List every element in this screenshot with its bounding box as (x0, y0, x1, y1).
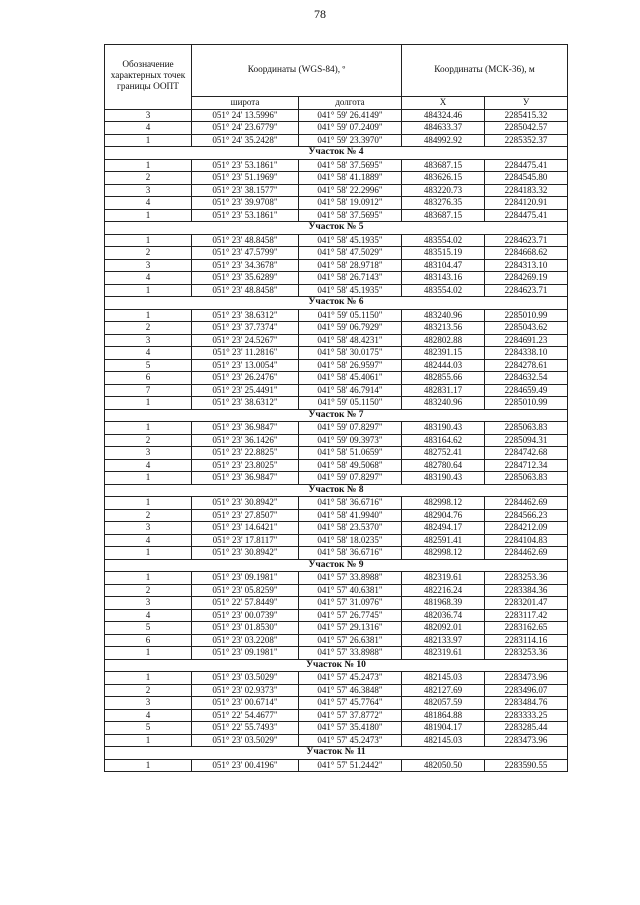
section-title: Участок № 5 (105, 222, 568, 235)
longitude-cell: 041° 57' 33.8988" (299, 647, 402, 660)
point-number-cell: 3 (105, 522, 192, 535)
y-coordinate-cell: 2283162.65 (485, 622, 568, 635)
table-row (105, 422, 568, 435)
x-header: X (402, 97, 485, 110)
point-number-cell: 2 (105, 684, 192, 697)
longitude-cell: 041° 59' 07.8297" (299, 472, 402, 485)
x-coordinate-cell: 482752.41 (402, 447, 485, 460)
latitude-cell: 051° 24' 23.6779" (192, 122, 299, 135)
longitude-cell: 041° 58' 36.6716" (299, 547, 402, 560)
section-title: Участок № 11 (105, 747, 568, 760)
longitude-cell: 041° 58' 36.6716" (299, 497, 402, 510)
wgs84-header: Координаты (WGS-84), º (192, 45, 402, 97)
table-row (105, 447, 568, 460)
latitude-cell: 051° 23' 00.0739" (192, 609, 299, 622)
point-number-cell: 1 (105, 159, 192, 172)
latitude-cell: 051° 23' 53.1861" (192, 159, 299, 172)
x-coordinate-cell: 482904.76 (402, 509, 485, 522)
point-number-cell: 2 (105, 434, 192, 447)
y-coordinate-cell: 2284462.69 (485, 547, 568, 560)
x-coordinate-cell: 482319.61 (402, 647, 485, 660)
table-body (105, 109, 568, 772)
y-coordinate-cell: 2284120.91 (485, 197, 568, 210)
y-header: У (485, 97, 568, 110)
table-row (105, 522, 568, 535)
y-coordinate-cell: 2284278.61 (485, 359, 568, 372)
latitude-cell: 051° 23' 51.1969" (192, 172, 299, 185)
y-coordinate-cell: 2284462.69 (485, 497, 568, 510)
y-coordinate-cell: 2283333.25 (485, 709, 568, 722)
x-coordinate-cell: 482319.61 (402, 572, 485, 585)
point-number-cell: 1 (105, 309, 192, 322)
table-row (105, 497, 568, 510)
section-row (105, 659, 568, 672)
longitude-cell: 041° 57' 45.2473" (299, 734, 402, 747)
x-coordinate-cell: 482127.69 (402, 684, 485, 697)
point-number-cell: 4 (105, 347, 192, 360)
x-coordinate-cell: 482057.59 (402, 697, 485, 710)
latitude-cell: 051° 23' 01.8530" (192, 622, 299, 635)
point-number-cell: 6 (105, 634, 192, 647)
x-coordinate-cell: 483276.35 (402, 197, 485, 210)
y-coordinate-cell: 2285352.37 (485, 134, 568, 147)
longitude-cell: 041° 58' 48.4231" (299, 334, 402, 347)
table-row (105, 172, 568, 185)
point-number-cell: 1 (105, 284, 192, 297)
table-row (105, 209, 568, 222)
longitude-cell: 041° 59' 26.4149" (299, 109, 402, 122)
y-coordinate-cell: 2284313.10 (485, 259, 568, 272)
y-coordinate-cell: 2284742.68 (485, 447, 568, 460)
point-number-cell: 1 (105, 734, 192, 747)
longitude-cell: 041° 58' 46.7914" (299, 384, 402, 397)
x-coordinate-cell: 482444.03 (402, 359, 485, 372)
y-coordinate-cell: 2283484.76 (485, 697, 568, 710)
x-coordinate-cell: 484324.46 (402, 109, 485, 122)
point-number-cell: 3 (105, 109, 192, 122)
latitude-cell: 051° 22' 57.8449" (192, 597, 299, 610)
y-coordinate-cell: 2283384.36 (485, 584, 568, 597)
latitude-cell: 051° 23' 38.6312" (192, 309, 299, 322)
y-coordinate-cell: 2283114.16 (485, 634, 568, 647)
point-number-cell: 5 (105, 722, 192, 735)
y-coordinate-cell: 2285042.57 (485, 122, 568, 135)
longitude-cell: 041° 57' 26.6381" (299, 634, 402, 647)
x-coordinate-cell: 484633.37 (402, 122, 485, 135)
point-number-cell: 4 (105, 122, 192, 135)
longitude-cell: 041° 59' 05.1150" (299, 309, 402, 322)
y-coordinate-cell: 2284212.09 (485, 522, 568, 535)
latitude-cell: 051° 23' 48.8458" (192, 234, 299, 247)
point-number-cell: 4 (105, 459, 192, 472)
section-row (105, 409, 568, 422)
x-coordinate-cell: 482998.12 (402, 547, 485, 560)
longitude-cell: 041° 57' 45.7764" (299, 697, 402, 710)
latitude-cell: 051° 23' 09.1981" (192, 572, 299, 585)
x-coordinate-cell: 484992.92 (402, 134, 485, 147)
x-coordinate-cell: 483164.62 (402, 434, 485, 447)
latitude-cell: 051° 23' 34.3678" (192, 259, 299, 272)
y-coordinate-cell: 2285415.32 (485, 109, 568, 122)
longitude-cell: 041° 59' 07.2409" (299, 122, 402, 135)
y-coordinate-cell: 2284475.41 (485, 209, 568, 222)
longitude-cell: 041° 58' 45.4061" (299, 372, 402, 385)
latitude-cell: 051° 23' 53.1861" (192, 209, 299, 222)
table-row (105, 684, 568, 697)
point-number-cell: 3 (105, 697, 192, 710)
y-coordinate-cell: 2284623.71 (485, 284, 568, 297)
y-coordinate-cell: 2285063.83 (485, 472, 568, 485)
latitude-cell: 051° 23' 36.1426" (192, 434, 299, 447)
y-coordinate-cell: 2283590.55 (485, 759, 568, 772)
section-row (105, 747, 568, 760)
point-number-cell: 1 (105, 647, 192, 660)
x-coordinate-cell: 483190.43 (402, 422, 485, 435)
longitude-cell: 041° 57' 46.3848" (299, 684, 402, 697)
y-coordinate-cell: 2283473.96 (485, 672, 568, 685)
latitude-cell: 051° 23' 03.2208" (192, 634, 299, 647)
table-row (105, 734, 568, 747)
point-number-cell: 1 (105, 759, 192, 772)
table-row (105, 534, 568, 547)
section-title: Участок № 6 (105, 297, 568, 310)
y-coordinate-cell: 2284691.23 (485, 334, 568, 347)
x-coordinate-cell: 482831.17 (402, 384, 485, 397)
longitude-cell: 041° 59' 09.3973" (299, 434, 402, 447)
table-row (105, 722, 568, 735)
table-row (105, 709, 568, 722)
section-row (105, 559, 568, 572)
point-number-cell: 4 (105, 709, 192, 722)
longitude-cell: 041° 58' 47.5029" (299, 247, 402, 260)
latitude-cell: 051° 23' 26.2476" (192, 372, 299, 385)
x-coordinate-cell: 482216.24 (402, 584, 485, 597)
table-row (105, 309, 568, 322)
point-number-cell: 3 (105, 334, 192, 347)
table-row (105, 472, 568, 485)
x-coordinate-cell: 482494.17 (402, 522, 485, 535)
point-number-cell: 2 (105, 509, 192, 522)
table-row (105, 134, 568, 147)
x-coordinate-cell: 482133.97 (402, 634, 485, 647)
longitude-header: долгота (299, 97, 402, 110)
coordinates-table (104, 44, 568, 772)
section-title: Участок № 10 (105, 659, 568, 672)
table-row (105, 384, 568, 397)
table-row (105, 184, 568, 197)
point-number-cell: 1 (105, 422, 192, 435)
latitude-cell: 051° 23' 30.8942" (192, 497, 299, 510)
table-row (105, 347, 568, 360)
table-row (105, 597, 568, 610)
latitude-cell: 051° 23' 09.1981" (192, 647, 299, 660)
x-coordinate-cell: 481864.88 (402, 709, 485, 722)
y-coordinate-cell: 2283496.07 (485, 684, 568, 697)
table-row (105, 322, 568, 335)
longitude-cell: 041° 57' 45.2473" (299, 672, 402, 685)
table-row (105, 259, 568, 272)
longitude-cell: 041° 58' 41.9940" (299, 509, 402, 522)
x-coordinate-cell: 483554.02 (402, 284, 485, 297)
section-row (105, 297, 568, 310)
table-row (105, 609, 568, 622)
point-number-cell: 1 (105, 234, 192, 247)
latitude-cell: 051° 23' 14.6421" (192, 522, 299, 535)
y-coordinate-cell: 2284712.34 (485, 459, 568, 472)
point-number-cell: 5 (105, 359, 192, 372)
latitude-cell: 051° 23' 00.6714" (192, 697, 299, 710)
point-number-cell: 1 (105, 672, 192, 685)
x-coordinate-cell: 482036.74 (402, 609, 485, 622)
latitude-header: широта (192, 97, 299, 110)
x-coordinate-cell: 483190.43 (402, 472, 485, 485)
latitude-cell: 051° 23' 05.8259" (192, 584, 299, 597)
x-coordinate-cell: 483515.19 (402, 247, 485, 260)
longitude-cell: 041° 58' 45.1935" (299, 284, 402, 297)
x-coordinate-cell: 483240.96 (402, 397, 485, 410)
table-row (105, 234, 568, 247)
point-number-cell: 1 (105, 134, 192, 147)
y-coordinate-cell: 2284566.23 (485, 509, 568, 522)
table-row (105, 197, 568, 210)
table-row (105, 647, 568, 660)
page-number: 78 (314, 7, 326, 21)
latitude-cell: 051° 22' 55.7493" (192, 722, 299, 735)
x-coordinate-cell: 482780.64 (402, 459, 485, 472)
longitude-cell: 041° 58' 23.5370" (299, 522, 402, 535)
x-coordinate-cell: 483240.96 (402, 309, 485, 322)
y-coordinate-cell: 2284668.62 (485, 247, 568, 260)
point-number-cell: 3 (105, 259, 192, 272)
y-coordinate-cell: 2285063.83 (485, 422, 568, 435)
longitude-cell: 041° 58' 30.0175" (299, 347, 402, 360)
section-row (105, 222, 568, 235)
longitude-cell: 041° 58' 37.5695" (299, 159, 402, 172)
table-row (105, 272, 568, 285)
table-header (105, 45, 568, 110)
longitude-cell: 041° 58' 28.9718" (299, 259, 402, 272)
table-row (105, 359, 568, 372)
x-coordinate-cell: 481968.39 (402, 597, 485, 610)
latitude-cell: 051° 23' 30.8942" (192, 547, 299, 560)
table-row (105, 634, 568, 647)
table-row (105, 672, 568, 685)
latitude-cell: 051° 23' 38.6312" (192, 397, 299, 410)
latitude-cell: 051° 23' 27.8507" (192, 509, 299, 522)
x-coordinate-cell: 483143.16 (402, 272, 485, 285)
latitude-cell: 051° 23' 00.4196" (192, 759, 299, 772)
y-coordinate-cell: 2285094.31 (485, 434, 568, 447)
y-coordinate-cell: 2284183.32 (485, 184, 568, 197)
table-row (105, 434, 568, 447)
y-coordinate-cell: 2284269.19 (485, 272, 568, 285)
x-coordinate-cell: 482998.12 (402, 497, 485, 510)
point-designation-header: Обозначение характерных точек границы ООПТ (105, 45, 192, 110)
longitude-cell: 041° 57' 29.1316" (299, 622, 402, 635)
y-coordinate-cell: 2283473.96 (485, 734, 568, 747)
latitude-cell: 051° 24' 35.2428" (192, 134, 299, 147)
point-number-cell: 5 (105, 622, 192, 635)
latitude-cell: 051° 23' 37.7374" (192, 322, 299, 335)
point-number-cell: 3 (105, 597, 192, 610)
latitude-cell: 051° 23' 11.2816" (192, 347, 299, 360)
section-title: Участок № 4 (105, 147, 568, 160)
longitude-cell: 041° 58' 26.7143" (299, 272, 402, 285)
longitude-cell: 041° 58' 37.5695" (299, 209, 402, 222)
x-coordinate-cell: 483687.15 (402, 209, 485, 222)
latitude-cell: 051° 23' 25.4491" (192, 384, 299, 397)
latitude-cell: 051° 23' 39.9708" (192, 197, 299, 210)
latitude-cell: 051° 23' 13.0054" (192, 359, 299, 372)
table-row (105, 397, 568, 410)
point-number-cell: 2 (105, 247, 192, 260)
x-coordinate-cell: 482855.66 (402, 372, 485, 385)
longitude-cell: 041° 57' 40.6381" (299, 584, 402, 597)
point-number-cell: 1 (105, 572, 192, 585)
x-coordinate-cell: 481904.17 (402, 722, 485, 735)
point-number-cell: 4 (105, 272, 192, 285)
x-coordinate-cell: 482092.01 (402, 622, 485, 635)
y-coordinate-cell: 2285043.62 (485, 322, 568, 335)
table-row (105, 159, 568, 172)
point-number-cell: 7 (105, 384, 192, 397)
y-coordinate-cell: 2284475.41 (485, 159, 568, 172)
x-coordinate-cell: 482050.50 (402, 759, 485, 772)
x-coordinate-cell: 483104.47 (402, 259, 485, 272)
table-row (105, 584, 568, 597)
table-row (105, 372, 568, 385)
y-coordinate-cell: 2284623.71 (485, 234, 568, 247)
longitude-cell: 041° 57' 26.7745" (299, 609, 402, 622)
y-coordinate-cell: 2284659.49 (485, 384, 568, 397)
x-coordinate-cell: 483213.56 (402, 322, 485, 335)
table-row (105, 547, 568, 560)
x-coordinate-cell: 483626.15 (402, 172, 485, 185)
latitude-cell: 051° 23' 36.9847" (192, 422, 299, 435)
latitude-cell: 051° 23' 03.5029" (192, 672, 299, 685)
x-coordinate-cell: 482802.88 (402, 334, 485, 347)
x-coordinate-cell: 482145.03 (402, 672, 485, 685)
point-number-cell: 4 (105, 197, 192, 210)
point-number-cell: 1 (105, 209, 192, 222)
longitude-cell: 041° 58' 45.1935" (299, 234, 402, 247)
longitude-cell: 041° 59' 05.1150" (299, 397, 402, 410)
x-coordinate-cell: 482591.41 (402, 534, 485, 547)
longitude-cell: 041° 59' 07.8297" (299, 422, 402, 435)
latitude-cell: 051° 24' 13.5996" (192, 109, 299, 122)
y-coordinate-cell: 2284104.83 (485, 534, 568, 547)
longitude-cell: 041° 59' 06.7929" (299, 322, 402, 335)
latitude-cell: 051° 23' 03.5029" (192, 734, 299, 747)
longitude-cell: 041° 58' 49.5068" (299, 459, 402, 472)
table-row (105, 109, 568, 122)
point-number-cell: 3 (105, 447, 192, 460)
latitude-cell: 051° 23' 38.1577" (192, 184, 299, 197)
table-row (105, 459, 568, 472)
table-row (105, 334, 568, 347)
longitude-cell: 041° 57' 51.2442" (299, 759, 402, 772)
y-coordinate-cell: 2283201.47 (485, 597, 568, 610)
point-number-cell: 1 (105, 497, 192, 510)
longitude-cell: 041° 58' 22.2996" (299, 184, 402, 197)
latitude-cell: 051° 23' 23.8025" (192, 459, 299, 472)
table-row (105, 509, 568, 522)
table-row (105, 697, 568, 710)
y-coordinate-cell: 2285010.99 (485, 309, 568, 322)
table-row (105, 284, 568, 297)
msk36-header: Координаты (МСК-36), м (402, 45, 568, 97)
latitude-cell: 051° 23' 02.9373" (192, 684, 299, 697)
point-number-cell: 3 (105, 184, 192, 197)
point-number-cell: 1 (105, 547, 192, 560)
x-coordinate-cell: 483554.02 (402, 234, 485, 247)
table-row (105, 622, 568, 635)
longitude-cell: 041° 58' 26.9597" (299, 359, 402, 372)
longitude-cell: 041° 58' 18.0235" (299, 534, 402, 547)
latitude-cell: 051° 23' 36.9847" (192, 472, 299, 485)
latitude-cell: 051° 23' 47.5799" (192, 247, 299, 260)
latitude-cell: 051° 23' 35.6289" (192, 272, 299, 285)
longitude-cell: 041° 57' 33.8988" (299, 572, 402, 585)
longitude-cell: 041° 57' 37.8772" (299, 709, 402, 722)
latitude-cell: 051° 23' 48.8458" (192, 284, 299, 297)
longitude-cell: 041° 59' 23.3970" (299, 134, 402, 147)
table-row (105, 572, 568, 585)
point-number-cell: 1 (105, 397, 192, 410)
y-coordinate-cell: 2283253.36 (485, 647, 568, 660)
point-number-cell: 6 (105, 372, 192, 385)
section-row (105, 484, 568, 497)
x-coordinate-cell: 483220.73 (402, 184, 485, 197)
y-coordinate-cell: 2283285.44 (485, 722, 568, 735)
x-coordinate-cell: 482145.03 (402, 734, 485, 747)
longitude-cell: 041° 57' 35.4180" (299, 722, 402, 735)
latitude-cell: 051° 23' 17.8117" (192, 534, 299, 547)
longitude-cell: 041° 57' 31.0976" (299, 597, 402, 610)
y-coordinate-cell: 2283253.36 (485, 572, 568, 585)
y-coordinate-cell: 2284545.80 (485, 172, 568, 185)
section-title: Участок № 9 (105, 559, 568, 572)
longitude-cell: 041° 58' 51.0659" (299, 447, 402, 460)
table-row (105, 247, 568, 260)
section-title: Участок № 8 (105, 484, 568, 497)
longitude-cell: 041° 58' 41.1889" (299, 172, 402, 185)
point-number-cell: 1 (105, 472, 192, 485)
y-coordinate-cell: 2284632.54 (485, 372, 568, 385)
latitude-cell: 051° 23' 24.5267" (192, 334, 299, 347)
latitude-cell: 051° 22' 54.4677" (192, 709, 299, 722)
longitude-cell: 041° 58' 19.0912" (299, 197, 402, 210)
y-coordinate-cell: 2285010.99 (485, 397, 568, 410)
point-number-cell: 2 (105, 172, 192, 185)
y-coordinate-cell: 2283117.42 (485, 609, 568, 622)
x-coordinate-cell: 482391.15 (402, 347, 485, 360)
table-row (105, 122, 568, 135)
point-number-cell: 2 (105, 322, 192, 335)
table-row (105, 759, 568, 772)
point-number-cell: 4 (105, 609, 192, 622)
y-coordinate-cell: 2284338.10 (485, 347, 568, 360)
x-coordinate-cell: 483687.15 (402, 159, 485, 172)
section-row (105, 147, 568, 160)
point-number-cell: 4 (105, 534, 192, 547)
point-number-cell: 2 (105, 584, 192, 597)
section-title: Участок № 7 (105, 409, 568, 422)
latitude-cell: 051° 23' 22.8825" (192, 447, 299, 460)
